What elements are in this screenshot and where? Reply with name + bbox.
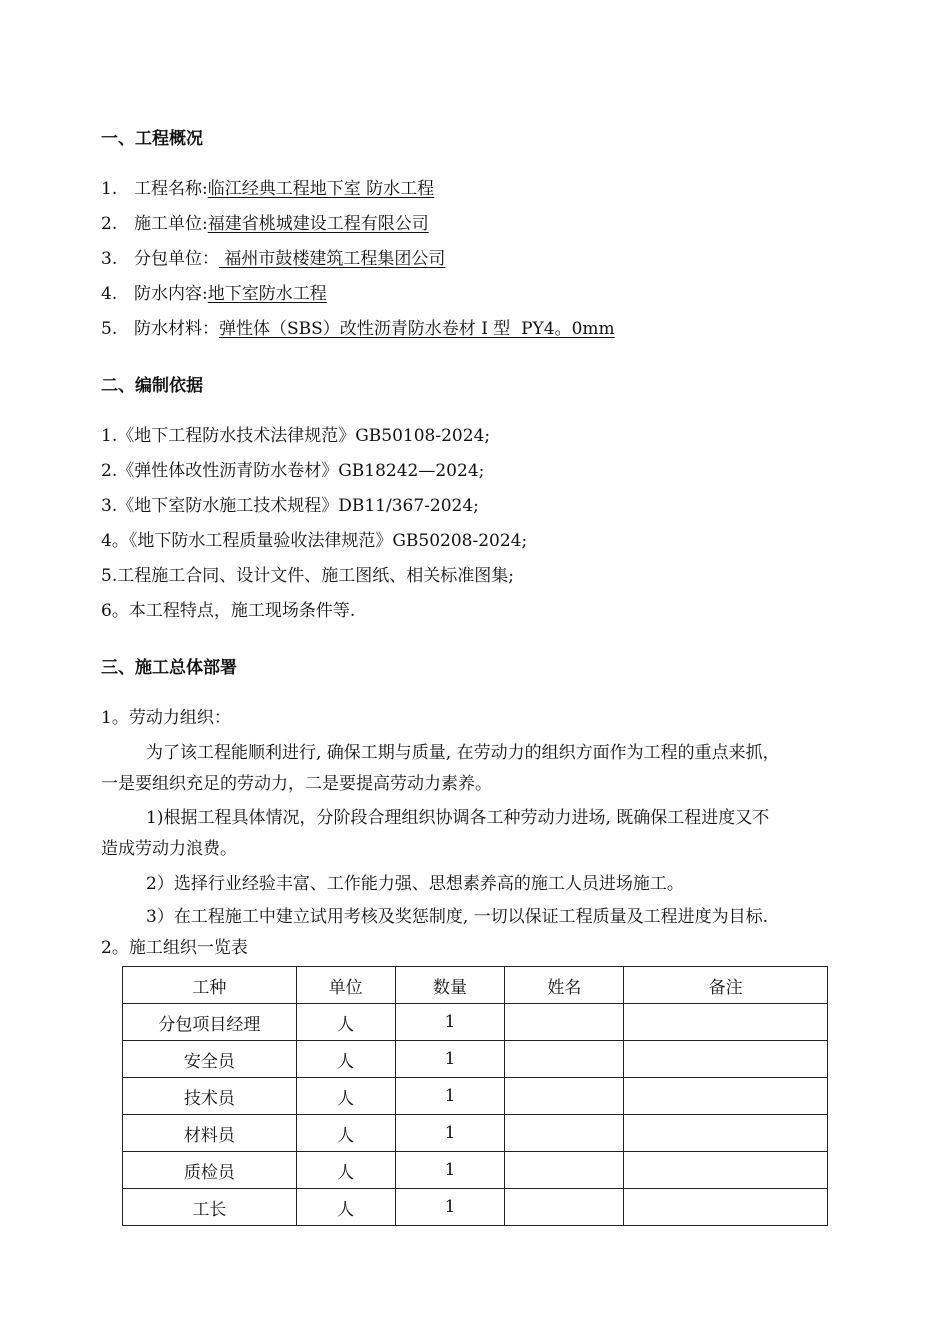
subheading-labor: 1。劳动力组织： — [101, 708, 231, 728]
table-row — [123, 1189, 828, 1226]
table-cell: 人 — [296, 1115, 395, 1152]
paragraph-line: 一是要组织充足的劳动力，二是要提高劳动力素养。 — [101, 774, 492, 794]
table-cell: 技术员 — [123, 1078, 297, 1115]
table-header-cell: 单位 — [296, 967, 395, 1004]
paragraph-line: 1)根据工程具体情况，分阶段合理组织协调各工种劳动力进场, 既确保工程进度又不 — [146, 808, 770, 828]
table-cell — [505, 1078, 624, 1115]
table-cell: 质检员 — [123, 1152, 297, 1189]
table-cell: 人 — [296, 1004, 395, 1041]
table-cell: 1 — [395, 1152, 505, 1189]
table-cell — [505, 1004, 624, 1041]
table-cell — [505, 1189, 624, 1226]
table-row — [123, 1041, 828, 1078]
table-cell — [505, 1152, 624, 1189]
table-cell: 1 — [395, 1004, 505, 1041]
table-row — [123, 1004, 828, 1041]
overview-item: 1. 工程名称:临江经典工程地下室 防水工程 — [101, 179, 435, 199]
paragraph-line: 造成劳动力浪费。 — [101, 839, 237, 859]
table-cell: 人 — [296, 1078, 395, 1115]
basis-item: 4。《地下防水工程质量验收法律规范》GB50208-2024; — [101, 531, 528, 551]
table-cell: 1 — [395, 1115, 505, 1152]
table-row — [123, 1078, 828, 1115]
overview-item: 3. 分包单位： 福州市鼓楼建筑工程集团公司 — [101, 249, 446, 269]
table-header-cell: 备注 — [624, 967, 828, 1004]
table-cell: 1 — [395, 1078, 505, 1115]
table-cell: 1 — [395, 1041, 505, 1078]
table-cell — [624, 1152, 828, 1189]
basis-item: 2.《弹性体改性沥青防水卷材》GB18242—2024; — [101, 461, 485, 481]
overview-item: 2. 施工单位:福建省桃城建设工程有限公司 — [101, 214, 429, 234]
table-cell: 工长 — [123, 1189, 297, 1226]
table-cell: 分包项目经理 — [123, 1004, 297, 1041]
table-cell: 材料员 — [123, 1115, 297, 1152]
basis-item: 5.工程施工合同、设计文件、施工图纸、相关标准图集; — [101, 566, 514, 586]
table-cell — [624, 1189, 828, 1226]
table-cell: 1 — [395, 1189, 505, 1226]
basis-item: 6。本工程特点，施工现场条件等. — [101, 601, 356, 621]
basis-item: 1.《地下工程防水技术法律规范》GB50108-2024; — [101, 426, 491, 446]
table-row — [123, 1152, 828, 1189]
paragraph-line: 3）在工程施工中建立试用考核及奖惩制度, 一切以保证工程质量及工程进度为目标. — [146, 907, 769, 927]
table-cell: 人 — [296, 1152, 395, 1189]
table-header-cell: 数量 — [395, 967, 505, 1004]
table-header-row — [123, 967, 828, 1004]
table-cell: 安全员 — [123, 1041, 297, 1078]
table-cell — [505, 1041, 624, 1078]
paragraph-line: 为了该工程能顺利进行, 确保工期与质量, 在劳动力的组织方面作为工程的重点来抓， — [146, 743, 780, 763]
table-row — [123, 1115, 828, 1152]
staff-table — [122, 966, 828, 1226]
section-heading-overview: 一、工程概况 — [101, 129, 203, 149]
table-cell — [624, 1004, 828, 1041]
table-cell — [624, 1041, 828, 1078]
table-cell: 人 — [296, 1041, 395, 1078]
table-cell — [624, 1078, 828, 1115]
section-heading-deployment: 三、施工总体部署 — [101, 658, 237, 678]
table-header-cell: 姓名 — [505, 967, 624, 1004]
overview-item: 4. 防水内容:地下室防水工程 — [101, 284, 327, 304]
section-heading-basis: 二、编制依据 — [101, 376, 203, 396]
subheading-org-table: 2。施工组织一览表 — [101, 938, 248, 958]
table-cell — [624, 1115, 828, 1152]
basis-item: 3.《地下室防水施工技术规程》DB11/367-2024; — [101, 496, 479, 516]
table-header-cell: 工种 — [123, 967, 297, 1004]
overview-item: 5. 防水材料：弹性体（SBS）改性沥青防水卷材 I 型 PY4。0mm — [101, 319, 615, 339]
table-cell: 人 — [296, 1189, 395, 1226]
paragraph-line: 2）选择行业经验丰富、工作能力强、思想素养高的施工人员进场施工。 — [146, 874, 684, 894]
table-cell — [505, 1115, 624, 1152]
